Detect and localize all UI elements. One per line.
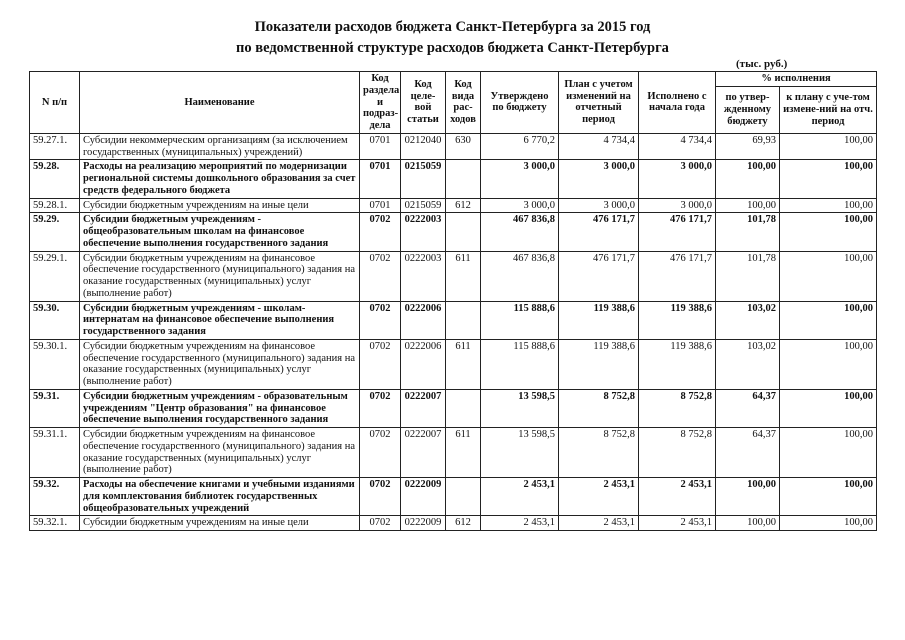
row-pct-approved: 101,78 bbox=[716, 213, 780, 251]
row-executed: 8 752,8 bbox=[639, 389, 716, 427]
row-target-code: 0212040 bbox=[401, 133, 446, 160]
row-pct-plan: 100,00 bbox=[780, 389, 877, 427]
row-pct-plan: 100,00 bbox=[780, 251, 877, 301]
header-num: N п/п bbox=[30, 72, 80, 134]
table-row bbox=[30, 133, 877, 160]
table-row bbox=[30, 251, 877, 301]
table-row bbox=[30, 428, 877, 478]
table-row bbox=[30, 339, 877, 389]
table-row bbox=[30, 160, 877, 198]
row-approved: 467 836,8 bbox=[481, 251, 559, 301]
header-type-code: Код вида рас-ходов bbox=[446, 72, 481, 134]
document-title: Показатели расходов бюджета Санкт-Петербурга за 2015 год bbox=[254, 19, 651, 35]
row-num: 59.28. bbox=[30, 160, 80, 198]
row-type-code bbox=[446, 213, 481, 251]
row-section-code: 0701 bbox=[360, 198, 401, 213]
row-executed: 3 000,0 bbox=[639, 160, 716, 198]
row-plan: 8 752,8 bbox=[559, 428, 639, 478]
row-pct-plan: 100,00 bbox=[780, 133, 877, 160]
row-pct-plan: 100,00 bbox=[780, 478, 877, 516]
row-target-code: 0222006 bbox=[401, 339, 446, 389]
budget-table bbox=[29, 71, 877, 531]
row-num: 59.32. bbox=[30, 478, 80, 516]
row-pct-plan: 100,00 bbox=[780, 428, 877, 478]
row-type-code: 611 bbox=[446, 339, 481, 389]
row-num: 59.29. bbox=[30, 213, 80, 251]
table-row bbox=[30, 301, 877, 339]
row-approved: 3 000,0 bbox=[481, 160, 559, 198]
row-pct-approved: 100,00 bbox=[716, 516, 780, 531]
row-plan: 8 752,8 bbox=[559, 389, 639, 427]
row-pct-approved: 100,00 bbox=[716, 478, 780, 516]
row-type-code: 611 bbox=[446, 428, 481, 478]
header-executed: Исполнено с начала года bbox=[639, 72, 716, 134]
row-num: 59.29.1. bbox=[30, 251, 80, 301]
row-approved: 2 453,1 bbox=[481, 516, 559, 531]
row-type-code: 612 bbox=[446, 198, 481, 213]
row-num: 59.27.1. bbox=[30, 133, 80, 160]
row-plan: 476 171,7 bbox=[559, 213, 639, 251]
row-pct-plan: 100,00 bbox=[780, 301, 877, 339]
row-pct-plan: 100,00 bbox=[780, 160, 877, 198]
row-executed: 476 171,7 bbox=[639, 251, 716, 301]
row-name: Субсидии бюджетным учреждениям на финансовое обеспечение государственного (муниципального) задания на оказание государственных (муниципальных) услуг (выполнение работ) bbox=[80, 428, 360, 478]
row-approved: 3 000,0 bbox=[481, 198, 559, 213]
row-approved: 13 598,5 bbox=[481, 428, 559, 478]
row-section-code: 0701 bbox=[360, 160, 401, 198]
row-plan: 2 453,1 bbox=[559, 516, 639, 531]
header-name: Наименование bbox=[80, 72, 360, 134]
row-num: 59.30. bbox=[30, 301, 80, 339]
header-target-code: Код целе-вой статьи bbox=[401, 72, 446, 134]
document-subtitle: по ведомственной структуре расходов бюджета Санкт-Петербурга bbox=[236, 40, 669, 56]
row-type-code bbox=[446, 478, 481, 516]
row-target-code: 0222009 bbox=[401, 478, 446, 516]
row-name: Субсидии бюджетным учреждениям - образовательным учреждениям "Центр образования" на финансовое обеспечение выполнения государственного задания bbox=[80, 389, 360, 427]
row-executed: 8 752,8 bbox=[639, 428, 716, 478]
row-name: Расходы на реализацию мероприятий по модернизации региональной системы дошкольного образования за счет средств федерального бюджета bbox=[80, 160, 360, 198]
header-section-code: Код раздела и подраз-дела bbox=[360, 72, 401, 134]
row-target-code: 0222003 bbox=[401, 213, 446, 251]
table-row bbox=[30, 389, 877, 427]
row-approved: 2 453,1 bbox=[481, 478, 559, 516]
row-plan: 3 000,0 bbox=[559, 160, 639, 198]
row-type-code bbox=[446, 389, 481, 427]
row-target-code: 0222007 bbox=[401, 389, 446, 427]
row-pct-plan: 100,00 bbox=[780, 213, 877, 251]
header-approved: Утверждено по бюджету bbox=[481, 72, 559, 134]
row-num: 59.30.1. bbox=[30, 339, 80, 389]
row-name: Субсидии бюджетным учреждениям на иные цели bbox=[80, 516, 360, 531]
row-executed: 3 000,0 bbox=[639, 198, 716, 213]
row-section-code: 0702 bbox=[360, 213, 401, 251]
header-plan: План с учетом изменений на отчетный период bbox=[559, 72, 639, 134]
row-plan: 4 734,4 bbox=[559, 133, 639, 160]
row-pct-approved: 64,37 bbox=[716, 389, 780, 427]
row-num: 59.31. bbox=[30, 389, 80, 427]
row-approved: 467 836,8 bbox=[481, 213, 559, 251]
row-target-code: 0215059 bbox=[401, 160, 446, 198]
row-section-code: 0702 bbox=[360, 251, 401, 301]
units-label: (тыс. руб.) bbox=[736, 58, 788, 70]
row-section-code: 0702 bbox=[360, 339, 401, 389]
row-section-code: 0702 bbox=[360, 478, 401, 516]
row-section-code: 0702 bbox=[360, 428, 401, 478]
row-pct-approved: 103,02 bbox=[716, 301, 780, 339]
row-name: Субсидии бюджетным учреждениям на иные цели bbox=[80, 198, 360, 213]
row-approved: 6 770,2 bbox=[481, 133, 559, 160]
row-executed: 2 453,1 bbox=[639, 478, 716, 516]
row-target-code: 0222003 bbox=[401, 251, 446, 301]
header-pct-approved: по утвер-жденному бюджету bbox=[716, 87, 780, 134]
row-type-code: 611 bbox=[446, 251, 481, 301]
row-name: Субсидии бюджетным учреждениям на финансовое обеспечение государственного (муниципального) задания на оказание государственных (муниципальных) услуг (выполнение работ) bbox=[80, 339, 360, 389]
row-pct-approved: 69,93 bbox=[716, 133, 780, 160]
row-type-code: 612 bbox=[446, 516, 481, 531]
row-pct-approved: 100,00 bbox=[716, 198, 780, 213]
row-name: Субсидии бюджетным учреждениям на финансовое обеспечение государственного (муниципального) задания на оказание государственных (муниципальных) услуг (выполнение работ) bbox=[80, 251, 360, 301]
row-section-code: 0702 bbox=[360, 389, 401, 427]
row-target-code: 0222007 bbox=[401, 428, 446, 478]
row-approved: 115 888,6 bbox=[481, 301, 559, 339]
row-section-code: 0702 bbox=[360, 516, 401, 531]
header-pct-plan: к плану с уче-том измене-ний на отч. период bbox=[780, 87, 877, 134]
row-num: 59.32.1. bbox=[30, 516, 80, 531]
row-type-code bbox=[446, 160, 481, 198]
row-plan: 3 000,0 bbox=[559, 198, 639, 213]
row-executed: 476 171,7 bbox=[639, 213, 716, 251]
table-row bbox=[30, 478, 877, 516]
row-name: Субсидии некоммерческим организациям (за исключением государственных (муниципальных) учреждений) bbox=[80, 133, 360, 160]
header-percent: % исполнения bbox=[716, 72, 877, 87]
row-type-code bbox=[446, 301, 481, 339]
row-section-code: 0701 bbox=[360, 133, 401, 160]
row-name: Расходы на обеспечение книгами и учебными изданиями для комплектования библиотек государственных общеобразовательных учреждений bbox=[80, 478, 360, 516]
row-name: Субсидии бюджетным учреждениям - общеобразовательным школам на финансовое обеспечение выполнения государственного задания bbox=[80, 213, 360, 251]
row-pct-plan: 100,00 bbox=[780, 516, 877, 531]
row-plan: 476 171,7 bbox=[559, 251, 639, 301]
row-type-code: 630 bbox=[446, 133, 481, 160]
row-plan: 119 388,6 bbox=[559, 339, 639, 389]
table-row bbox=[30, 516, 877, 531]
row-approved: 13 598,5 bbox=[481, 389, 559, 427]
row-section-code: 0702 bbox=[360, 301, 401, 339]
table-row bbox=[30, 198, 877, 213]
row-pct-approved: 101,78 bbox=[716, 251, 780, 301]
row-pct-plan: 100,00 bbox=[780, 198, 877, 213]
row-approved: 115 888,6 bbox=[481, 339, 559, 389]
row-executed: 2 453,1 bbox=[639, 516, 716, 531]
row-plan: 119 388,6 bbox=[559, 301, 639, 339]
row-num: 59.31.1. bbox=[30, 428, 80, 478]
row-pct-plan: 100,00 bbox=[780, 339, 877, 389]
row-executed: 119 388,6 bbox=[639, 339, 716, 389]
row-pct-approved: 64,37 bbox=[716, 428, 780, 478]
row-target-code: 0222009 bbox=[401, 516, 446, 531]
row-plan: 2 453,1 bbox=[559, 478, 639, 516]
row-pct-approved: 103,02 bbox=[716, 339, 780, 389]
row-executed: 119 388,6 bbox=[639, 301, 716, 339]
row-executed: 4 734,4 bbox=[639, 133, 716, 160]
row-name: Субсидии бюджетным учреждениям - школам-интернатам на финансовое обеспечение выполнения государственного задания bbox=[80, 301, 360, 339]
row-target-code: 0215059 bbox=[401, 198, 446, 213]
row-pct-approved: 100,00 bbox=[716, 160, 780, 198]
row-target-code: 0222006 bbox=[401, 301, 446, 339]
row-num: 59.28.1. bbox=[30, 198, 80, 213]
table-row bbox=[30, 213, 877, 251]
